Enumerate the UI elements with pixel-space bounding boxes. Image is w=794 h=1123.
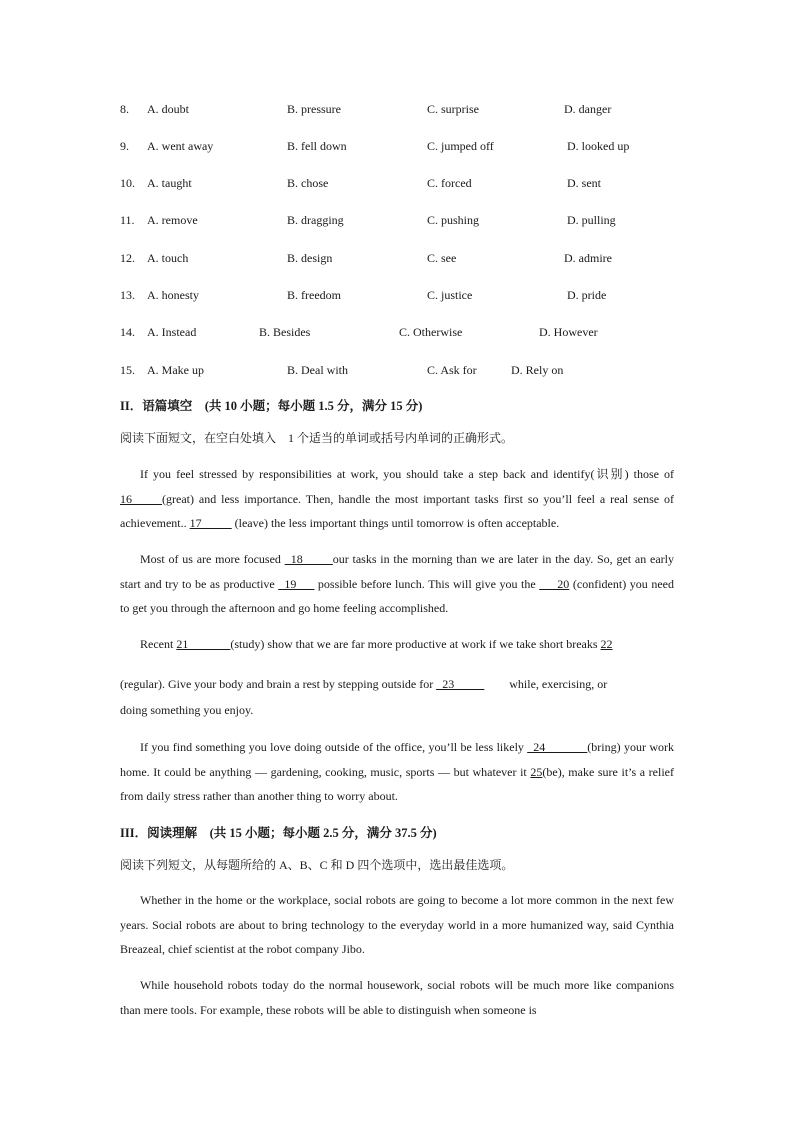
section-2-heading: II．语篇填空 (共 10 小题；每小题 1.5 分，满分 15 分) (120, 399, 423, 413)
cloze-paragraph-1 (120, 462, 674, 536)
paragraph-text: If you feel stressed by responsibilities at work, you should take a step back and identify(识别) those of (140, 467, 674, 481)
question-number: 10. (120, 176, 135, 190)
section-3-heading: III．阅读理解 (共 15 小题；每小题 2.5 分，满分 37.5 分) (120, 826, 437, 840)
option-c: C. surprise (427, 102, 479, 116)
paragraph-text: If you find something you love doing outside of the office, you’ll be less likely (140, 740, 528, 754)
reading-paragraph-1 (120, 888, 674, 962)
question-12-options (120, 249, 680, 267)
paragraph-text: (bring) your work home. It could be anything — gardening, cooking, music, sports — but whatever it (120, 740, 675, 779)
cloze-paragraph-2 (120, 547, 674, 621)
option-b: B. freedom (287, 288, 341, 302)
option-d: D. pulling (567, 213, 616, 227)
paragraph-text: (be), make sure it’s a relief from daily stress rather than another thing to worry about. (120, 764, 674, 803)
option-b: B. dragging (287, 213, 344, 227)
blank-22: 22 (600, 637, 613, 651)
option-d: D. Rely on (511, 363, 564, 377)
option-b: B. fell down (287, 139, 347, 153)
blank-21: 21_______ (176, 637, 231, 651)
cloze-paragraph-3-line-1 (120, 632, 674, 657)
option-d: D. pride (567, 288, 607, 302)
option-d: D. looked up (567, 139, 630, 153)
blank-18: _18_____ (284, 552, 333, 566)
reading-paragraph-2 (120, 973, 674, 1022)
option-d: D. sent (567, 176, 601, 190)
question-15-options (120, 361, 680, 379)
cloze-paragraph-4 (120, 735, 674, 809)
question-number: 14. (120, 325, 135, 339)
cloze-paragraph-3-line-3 (120, 698, 674, 723)
option-c: C. jumped off (427, 139, 494, 153)
option-a: A. remove (147, 213, 198, 227)
option-b: B. pressure (287, 102, 341, 116)
section-2-instruction: 阅读下面短文，在空白处填入 1 个适当的单词或括号内单词的正确形式。 (120, 431, 514, 445)
option-d: D. However (539, 325, 598, 339)
question-8-options (120, 100, 680, 118)
question-10-options (120, 174, 680, 192)
option-d: D. danger (564, 102, 612, 116)
paragraph-text: Most of us are more focused (140, 552, 285, 566)
paragraph-text: doing something you enjoy. (120, 703, 254, 717)
option-a: A. touch (147, 251, 189, 265)
option-c: C. justice (427, 288, 473, 302)
question-number: 9. (120, 139, 129, 153)
option-d: D. admire (564, 251, 612, 265)
blank-16: 16_____ (120, 491, 162, 506)
paragraph-text: while, exercising, or (506, 677, 608, 691)
blank-24: _24_______ (527, 740, 588, 754)
blank-19: _19___ (278, 576, 315, 591)
option-a: A. honesty (147, 288, 199, 302)
paragraph-text: our tasks in the morning than we are later in the day. So, get an early start and try to be as productive (120, 552, 674, 591)
option-a: A. Make up (147, 363, 204, 377)
option-c: C. Otherwise (399, 325, 463, 339)
option-b: B. design (287, 251, 333, 265)
paragraph-text: While household robots today do the normal housework, social robots will be much more like companions than mere tools. For example, these robots will be able to distinguish when someone is (120, 978, 674, 1017)
paragraph-text: Recent (140, 637, 177, 651)
paragraph-text: possible before lunch. This will give you the (314, 576, 540, 591)
section-3-instruction: 阅读下列短文，从每题所给的 A、B、C 和 D 四个选项中，选出最佳选项。 (120, 858, 514, 872)
option-b: B. Besides (259, 325, 311, 339)
option-c: C. see (427, 251, 457, 265)
question-number: 8. (120, 102, 129, 116)
option-b: B. Deal with (287, 363, 348, 377)
paragraph-text: (great) and less importance. Then, handle the most important tasks first so you’ll feel a real sense of achievement.. (120, 491, 674, 530)
paragraph-text: (study) show that we are far more productive at work if we take short breaks (230, 637, 601, 651)
question-13-options (120, 286, 680, 304)
blank-23: _23_____ (436, 677, 485, 691)
paragraph-text: (confident) you need to get you through the afternoon and go home feeling accomplished. (120, 576, 674, 615)
option-a: A. doubt (147, 102, 189, 116)
question-9-options (120, 137, 680, 155)
question-14-options (120, 323, 680, 341)
option-c: C. Ask for (427, 363, 477, 377)
cloze-paragraph-3-line-2 (120, 672, 674, 697)
blank-17: 17_____ (189, 516, 232, 530)
question-number: 15. (120, 363, 135, 377)
paragraph-text: (regular). Give your body and brain a rest by stepping outside for (120, 677, 437, 691)
blank-25: 25 (530, 764, 543, 779)
question-number: 12. (120, 251, 135, 265)
blank-20: ___20 (539, 576, 570, 591)
option-a: A. Instead (147, 325, 197, 339)
option-c: C. forced (427, 176, 472, 190)
question-number: 11. (120, 213, 135, 227)
question-number: 13. (120, 288, 135, 302)
option-a: A. went away (147, 139, 214, 153)
paragraph-text: Whether in the home or the workplace, social robots are going to become a lot more common in the next few years. Social robots are about to bring technology to the everyday world in a more humanized way, said Cynthia Breazeal, chief scientist at the robot company Jibo. (120, 893, 674, 956)
option-a: A. taught (147, 176, 192, 190)
option-c: C. pushing (427, 213, 480, 227)
option-b: B. chose (287, 176, 329, 190)
question-11-options (120, 211, 680, 229)
paragraph-text: (leave) the less important things until tomorrow is often acceptable. (231, 516, 560, 530)
